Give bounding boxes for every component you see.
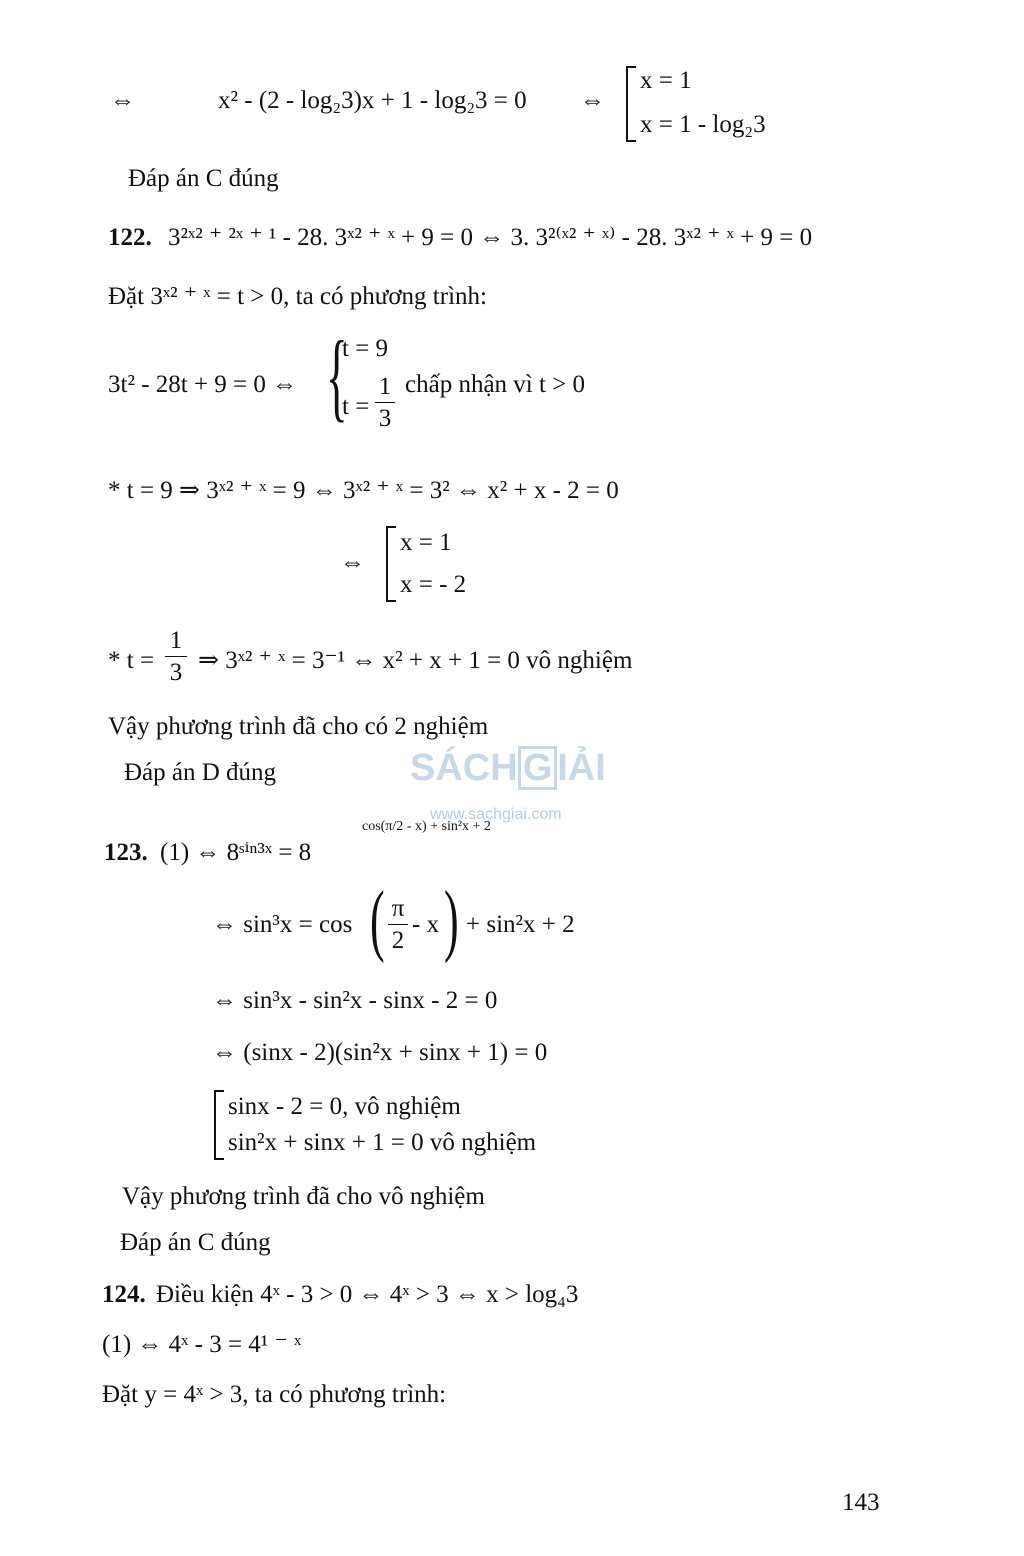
- watermark-g: G: [518, 746, 558, 790]
- watermark-text: IẢI: [557, 747, 606, 789]
- equivalence-arrow: ⇔: [110, 87, 135, 114]
- text-line: Đặt 3ˣ² ⁺ ˣ = t > 0, ta có phương trình:: [108, 283, 487, 310]
- text-line: Đặt y = 4ˣ > 3, ta có phương trình:: [102, 1381, 447, 1408]
- equation-line: (1) ⇔ 8ˢⁱⁿ³ˣ = 8: [160, 839, 312, 866]
- equation-line: 3²ˣ² ⁺ ²ˣ ⁺ ¹ - 28. 3ˣ² ⁺ ˣ + 9 = 0 ⇔ 3. 3²⁽ˣ² ⁺ ˣ⁾ - 28. 3ˣ² ⁺ ˣ + 9 = 0: [168, 224, 813, 251]
- condition-text: chấp nhận vì t > 0: [405, 371, 586, 398]
- watermark-logo: [410, 746, 606, 790]
- text-line: Vậy phương trình đã cho có 2 nghiệm: [108, 713, 489, 740]
- problem-number: 122.: [108, 224, 152, 251]
- equivalence-arrow: ⇔: [340, 549, 365, 576]
- fraction: [165, 628, 187, 685]
- solution-case: sinx - 2 = 0, vô nghiệm: [228, 1093, 461, 1120]
- fraction-numerator: π: [391, 895, 405, 922]
- fraction-denominator: 3: [378, 405, 392, 432]
- solution-case: sin²x + sinx + 1 = 0 vô nghiệm: [228, 1129, 537, 1156]
- problem-number: 124.: [102, 1281, 146, 1308]
- answer-line: Đáp án C đúng: [128, 165, 279, 192]
- fraction-numerator: 1: [378, 373, 392, 400]
- answer-line: Đáp án D đúng: [124, 759, 277, 786]
- equation-line: x² - (2 - log₂3)x + 1 - log₂3 = 0: [218, 87, 527, 114]
- fraction-bar: [388, 924, 408, 925]
- system-case: t =: [342, 393, 370, 420]
- equivalence-arrow: ⇔: [580, 87, 605, 114]
- equation-line: * t =: [108, 647, 155, 674]
- solution-bracket: [386, 526, 396, 602]
- solution-case: x = 1: [640, 67, 692, 94]
- equation-line: (1) ⇔ 4ˣ - 3 = 4¹ ⁻ ˣ: [102, 1331, 302, 1358]
- equation-line: 3t² - 28t + 9 = 0 ⇔: [108, 371, 298, 398]
- problem-number: 123.: [104, 839, 148, 866]
- equation-line: ⇔ sin³x - sin²x - sinx - 2 = 0: [212, 987, 498, 1014]
- solution-bracket: [214, 1090, 224, 1160]
- exponent-expression: cos(π/2 - x) + sin²x + 2: [362, 819, 491, 834]
- equation-line: * t = 9 ⇒ 3ˣ² ⁺ ˣ = 9 ⇔ 3ˣ² ⁺ ˣ = 3² ⇔ x² + x - 2 = 0: [108, 477, 619, 504]
- fraction-denominator: 3: [169, 659, 183, 686]
- watermark-url: www.sachgiai.com: [430, 806, 562, 823]
- fraction-bar: [165, 656, 187, 657]
- solution-case: x = 1 - log₂3: [640, 111, 766, 138]
- text-line: Vậy phương trình đã cho vô nghiệm: [122, 1183, 485, 1210]
- equation-line: ⇔ (sinx - 2)(sin²x + sinx + 1) = 0: [212, 1039, 548, 1066]
- equation-line: ⇔ sin³x = cos: [212, 911, 353, 938]
- page-number: 143: [842, 1489, 880, 1516]
- fraction: [375, 374, 395, 431]
- equation-part: - x: [412, 911, 440, 938]
- fraction-numerator: 1: [169, 627, 183, 654]
- equation-line: ⇒ 3ˣ² ⁺ ˣ = 3⁻¹ ⇔ x² + x + 1 = 0 vô nghiệm: [198, 647, 633, 674]
- fraction-denominator: 2: [391, 927, 405, 954]
- system-brace: {: [326, 320, 348, 431]
- fraction-bar: [375, 402, 395, 403]
- left-paren: (: [370, 876, 385, 964]
- solution-case: x = 1: [400, 529, 452, 556]
- system-case: t = 9: [342, 335, 389, 362]
- solution-case: x = - 2: [400, 571, 467, 598]
- right-paren: ): [444, 876, 459, 964]
- fraction: [388, 896, 408, 953]
- solution-bracket: [626, 66, 636, 142]
- answer-line: Đáp án C đúng: [120, 1229, 271, 1256]
- watermark-text: SÁCH: [410, 747, 518, 789]
- equation-line: Điều kiện 4ˣ - 3 > 0 ⇔ 4ˣ > 3 ⇔ x > log₄3: [156, 1281, 579, 1308]
- equation-part: + sin²x + 2: [466, 911, 575, 938]
